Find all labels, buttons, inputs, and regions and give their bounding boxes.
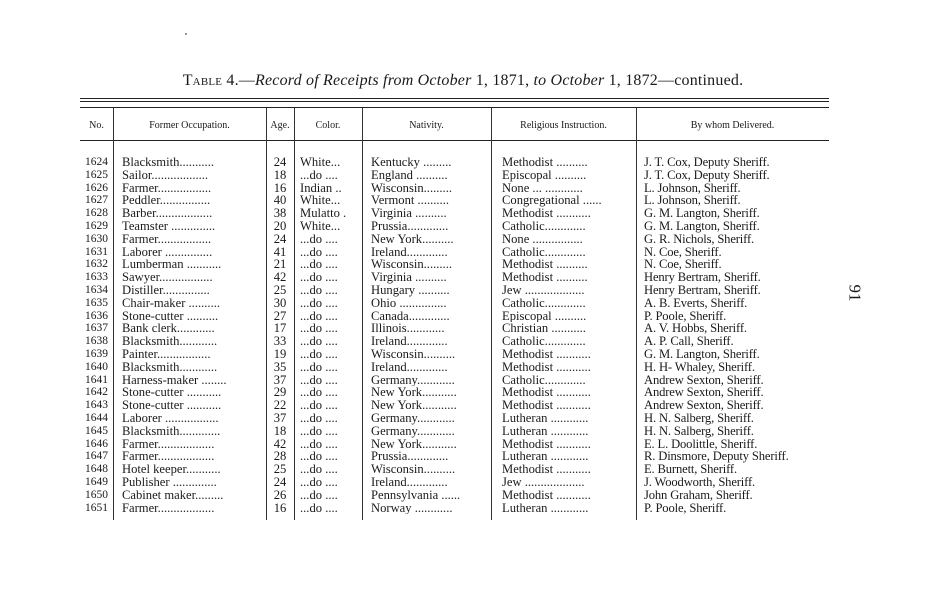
religion-cell: Methodist .......... xyxy=(502,271,588,284)
color-cell: ...do .... xyxy=(300,399,338,412)
occupation-cell: Sawyer................. xyxy=(122,271,213,284)
delivered-by-cell: R. Dinsmore, Deputy Sheriff. xyxy=(644,449,789,464)
age-cell: 18 xyxy=(273,167,287,182)
occupation-cell: Cabinet maker......... xyxy=(122,488,224,502)
record-number: 1651 xyxy=(85,501,108,514)
delivered-by-cell: Andrew Sexton, Sheriff. xyxy=(644,385,764,400)
table-row xyxy=(0,246,926,259)
religion-cell: Methodist ........... xyxy=(502,399,591,412)
age-cell: 42 xyxy=(273,270,287,285)
nativity-cell: Wisconsin......... xyxy=(371,258,452,272)
delivered-by-cell: H. N. Salberg, Sheriff. xyxy=(644,423,754,438)
occupation-cell: Blacksmith............ xyxy=(122,335,218,348)
age-cell: 30 xyxy=(273,295,287,310)
delivered-by-cell: Henry Bertram, Sheriff. xyxy=(644,282,761,297)
table-row xyxy=(0,450,926,463)
color-cell: ...do .... xyxy=(300,475,338,489)
nativity-cell: Kentucky ......... xyxy=(371,156,452,169)
record-number: 1647 xyxy=(85,450,108,463)
occupation-cell: Farmer.................. xyxy=(122,450,215,464)
color-cell: ...do .... xyxy=(300,424,338,438)
nativity-cell: Norway ............ xyxy=(371,501,453,515)
nativity-cell: Prussia............. xyxy=(371,219,449,233)
religion-cell: Congregational ...... xyxy=(502,194,602,208)
religion-cell: Lutheran ............ xyxy=(502,501,589,515)
delivered-by-cell: J. T. Cox, Deputy Sheriff. xyxy=(644,155,770,169)
nativity-cell: New York.......... xyxy=(371,232,454,246)
nativity-cell: Prussia............. xyxy=(371,450,449,464)
age-cell: 22 xyxy=(273,398,287,413)
occupation-cell: Sailor.................. xyxy=(122,168,209,182)
occupation-cell: Stone-cutter ........... xyxy=(122,399,222,412)
age-cell: 21 xyxy=(273,257,287,272)
religion-cell: Methodist ........... xyxy=(502,488,591,502)
age-cell: 26 xyxy=(273,487,287,502)
header-nativity: Nativity. xyxy=(409,120,444,131)
record-number: 1626 xyxy=(85,181,108,194)
religion-cell: None ................ xyxy=(502,232,583,246)
age-cell: 41 xyxy=(273,244,287,259)
record-number: 1637 xyxy=(85,322,108,335)
nativity-cell: Ireland............. xyxy=(371,335,448,348)
color-cell: Indian .. xyxy=(300,181,342,195)
title-date-1: 1, 1871, xyxy=(471,72,534,89)
age-cell: 17 xyxy=(273,321,287,336)
occupation-cell: Bank clerk............ xyxy=(122,322,215,336)
religion-cell: Lutheran ............ xyxy=(502,411,589,425)
table-row xyxy=(0,297,926,310)
religion-cell: Methodist .......... xyxy=(502,258,588,272)
occupation-cell: Painter................. xyxy=(122,347,211,361)
color-cell: ...do .... xyxy=(300,373,338,387)
delivered-by-cell: E. Burnett, Sheriff. xyxy=(644,462,737,477)
table-row xyxy=(0,169,926,182)
age-cell: 29 xyxy=(273,385,287,400)
religion-cell: Methodist ........... xyxy=(502,463,591,476)
religion-cell: Catholic............. xyxy=(502,335,586,348)
header-delivered-by: By whom Delivered. xyxy=(690,120,775,131)
delivered-by-cell: Andrew Sexton, Sheriff. xyxy=(644,398,764,413)
age-cell: 25 xyxy=(273,282,287,297)
age-cell: 40 xyxy=(273,193,287,208)
delivered-by-cell: H. N. Salberg, Sheriff. xyxy=(644,410,754,425)
table-row xyxy=(0,156,926,169)
color-cell: ...do .... xyxy=(300,283,338,297)
table-title xyxy=(0,72,926,90)
delivered-by-cell: G. M. Langton, Sheriff. xyxy=(644,346,760,361)
color-cell: ...do .... xyxy=(300,232,338,246)
nativity-cell: New York........... xyxy=(371,399,457,412)
occupation-cell: Distiller............... xyxy=(122,283,210,297)
table-row xyxy=(0,284,926,297)
record-number: 1633 xyxy=(85,271,108,284)
record-number: 1644 xyxy=(85,411,108,424)
occupation-cell: Chair-maker .......... xyxy=(122,296,221,310)
color-cell: ...do .... xyxy=(300,386,338,400)
color-cell: ...do .... xyxy=(300,168,338,182)
color-cell: ...do .... xyxy=(300,463,338,476)
religion-cell: Lutheran ............ xyxy=(502,450,589,464)
delivered-by-cell: G. M. Langton, Sheriff. xyxy=(644,218,760,233)
table-number: Table 4.— xyxy=(182,72,255,89)
occupation-cell: Publisher .............. xyxy=(122,475,217,489)
record-number: 1636 xyxy=(85,309,108,322)
nativity-cell: Virginia .......... xyxy=(371,271,447,284)
delivered-by-cell: J. T. Cox, Deputy Sheriff. xyxy=(644,167,770,182)
age-cell: 20 xyxy=(273,218,287,233)
age-cell: 42 xyxy=(273,436,287,451)
table-row xyxy=(0,386,926,399)
occupation-cell: Blacksmith............ xyxy=(122,360,218,374)
table-row xyxy=(0,322,926,335)
delivered-by-cell: H. H- Whaley, Sheriff. xyxy=(644,359,755,374)
nativity-cell: Vermont .......... xyxy=(371,194,450,208)
nativity-cell: New York........... xyxy=(371,437,457,451)
top-rule-2 xyxy=(80,101,829,102)
title-italic-part-2: to October xyxy=(533,72,605,89)
religion-cell: None ... ............ xyxy=(502,181,583,195)
nativity-cell: Virginia .......... xyxy=(371,207,447,220)
nativity-cell: Pennsylvania ...... xyxy=(371,488,461,502)
occupation-cell: Peddler................ xyxy=(122,194,211,208)
occupation-cell: Blacksmith........... xyxy=(122,156,214,169)
title-date-2: 1, 1872—continued. xyxy=(604,72,744,89)
delivered-by-cell: A. B. Everts, Sheriff. xyxy=(644,295,748,310)
age-cell: 24 xyxy=(273,231,287,246)
age-cell: 35 xyxy=(273,359,287,374)
color-cell: ...do .... xyxy=(300,296,338,310)
table-row xyxy=(0,399,926,412)
header-religion: Religious Instruction. xyxy=(520,120,607,131)
record-number: 1631 xyxy=(85,245,108,258)
table-row xyxy=(0,194,926,207)
header-bottom-rule xyxy=(80,140,829,141)
table-row xyxy=(0,425,926,438)
age-cell: 18 xyxy=(273,423,287,438)
age-cell: 19 xyxy=(273,346,287,361)
age-cell: 28 xyxy=(273,449,287,464)
color-cell: ...do .... xyxy=(300,411,338,425)
color-cell: ...do .... xyxy=(300,360,338,374)
nativity-cell: Canada............. xyxy=(371,309,450,323)
record-number: 1649 xyxy=(85,475,108,488)
color-cell: ...do .... xyxy=(300,258,338,272)
record-number: 1642 xyxy=(85,386,108,399)
occupation-cell: Farmer................. xyxy=(122,181,212,195)
religion-cell: Christian ........... xyxy=(502,322,586,336)
age-cell: 37 xyxy=(273,372,287,387)
color-cell: ...do .... xyxy=(300,335,338,348)
religion-cell: Catholic............. xyxy=(502,245,586,259)
nativity-cell: Ireland............. xyxy=(371,360,448,374)
color-cell: ...do .... xyxy=(300,501,338,515)
religion-cell: Methodist ........... xyxy=(502,347,591,361)
age-cell: 24 xyxy=(273,155,287,169)
nativity-cell: Wisconsin.......... xyxy=(371,463,456,476)
header-top-rule xyxy=(80,107,829,108)
delivered-by-cell: L. Johnson, Sheriff. xyxy=(644,193,741,208)
record-number: 1645 xyxy=(85,424,108,437)
header-occupation: Former Occupation. xyxy=(149,120,230,131)
religion-cell: Methodist ........... xyxy=(502,360,591,374)
delivered-by-cell: John Graham, Sheriff. xyxy=(644,487,753,502)
table-row xyxy=(0,335,926,348)
table-body xyxy=(0,156,926,514)
record-number: 1643 xyxy=(85,399,108,412)
age-cell: 33 xyxy=(273,334,287,349)
table-row xyxy=(0,271,926,284)
age-cell: 16 xyxy=(273,180,287,195)
color-cell: ...do .... xyxy=(300,245,338,259)
page-number: 91 xyxy=(845,284,865,302)
nativity-cell: New York........... xyxy=(371,386,457,400)
nativity-cell: Hungary .......... xyxy=(371,283,450,297)
color-cell: White... xyxy=(300,219,341,233)
table-row xyxy=(0,233,926,246)
delivered-by-cell: P. Poole, Sheriff. xyxy=(644,308,727,323)
table-row xyxy=(0,502,926,515)
record-number: 1630 xyxy=(85,232,108,245)
record-number: 1641 xyxy=(85,373,108,386)
header-color: Color. xyxy=(315,120,341,131)
top-rule-1 xyxy=(80,98,829,99)
religion-cell: Jew ................... xyxy=(502,475,585,489)
religion-cell: Methodist ........... xyxy=(502,207,591,220)
occupation-cell: Teamster .............. xyxy=(122,219,216,233)
ink-speck xyxy=(185,33,187,35)
delivered-by-cell: N. Coe, Sheriff. xyxy=(644,257,722,272)
color-cell: ...do .... xyxy=(300,488,338,502)
religion-cell: Catholic............. xyxy=(502,296,586,310)
nativity-cell: Illinois............ xyxy=(371,322,445,336)
table-row xyxy=(0,182,926,195)
delivered-by-cell: A. P. Call, Sheriff. xyxy=(644,334,734,349)
record-number: 1648 xyxy=(85,463,108,476)
record-number: 1629 xyxy=(85,219,108,232)
occupation-cell: Farmer.................. xyxy=(122,437,215,451)
religion-cell: Methodist ........... xyxy=(502,386,591,400)
table-row xyxy=(0,207,926,220)
religion-cell: Episcopal .......... xyxy=(502,168,587,182)
header-age: Age. xyxy=(270,120,290,131)
title-italic-part-1: Record of Receipts from October xyxy=(255,72,472,89)
table-row xyxy=(0,412,926,425)
record-number: 1624 xyxy=(85,156,108,168)
color-cell: White... xyxy=(300,194,341,208)
color-cell: ...do .... xyxy=(300,271,338,284)
delivered-by-cell: N. Coe, Sheriff. xyxy=(644,244,722,259)
record-number: 1627 xyxy=(85,194,108,207)
record-number: 1632 xyxy=(85,258,108,271)
occupation-cell: Farmer................. xyxy=(122,232,212,246)
occupation-cell: Harness-maker ........ xyxy=(122,373,227,387)
record-number: 1646 xyxy=(85,437,108,450)
occupation-cell: Stone-cutter .......... xyxy=(122,309,219,323)
record-number: 1635 xyxy=(85,296,108,309)
religion-cell: Episcopal .......... xyxy=(502,309,587,323)
nativity-cell: Wisconsin......... xyxy=(371,181,452,195)
table-row xyxy=(0,220,926,233)
delivered-by-cell: G. M. Langton, Sheriff. xyxy=(644,206,760,221)
color-cell: ...do .... xyxy=(300,437,338,451)
nativity-cell: Ireland............. xyxy=(371,475,448,489)
record-number: 1650 xyxy=(85,488,108,501)
occupation-cell: Blacksmith............. xyxy=(122,424,221,438)
occupation-cell: Barber.................. xyxy=(122,207,213,220)
record-number: 1628 xyxy=(85,207,108,220)
table-row xyxy=(0,310,926,323)
religion-cell: Catholic............. xyxy=(502,373,586,387)
religion-cell: Catholic............. xyxy=(502,219,586,233)
age-cell: 24 xyxy=(273,474,287,489)
delivered-by-cell: L. Johnson, Sheriff. xyxy=(644,180,741,195)
record-number: 1634 xyxy=(85,283,108,296)
color-cell: ...do .... xyxy=(300,309,338,323)
record-number: 1639 xyxy=(85,347,108,360)
table-row xyxy=(0,258,926,271)
delivered-by-cell: A. V. Hobbs, Sheriff. xyxy=(644,321,747,336)
record-number: 1638 xyxy=(85,335,108,348)
table-row xyxy=(0,374,926,387)
color-cell: ...do .... xyxy=(300,322,338,336)
nativity-cell: Germany............ xyxy=(371,424,455,438)
religion-cell: Methodist ........... xyxy=(502,437,591,451)
color-cell: ...do .... xyxy=(300,347,338,361)
table-row xyxy=(0,348,926,361)
age-cell: 37 xyxy=(273,410,287,425)
age-cell: 27 xyxy=(273,308,287,323)
religion-cell: Lutheran ............ xyxy=(502,424,589,438)
color-cell: ...do .... xyxy=(300,450,338,464)
table-row xyxy=(0,476,926,489)
occupation-cell: Lumberman ........... xyxy=(122,258,222,272)
header-no: No. xyxy=(89,120,104,131)
age-cell: 16 xyxy=(273,500,287,515)
religion-cell: Jew ................... xyxy=(502,283,585,297)
occupation-cell: Stone-cutter ........... xyxy=(122,386,222,400)
occupation-cell: Farmer.................. xyxy=(122,501,215,515)
nativity-cell: Ohio ............... xyxy=(371,296,447,310)
nativity-cell: Germany............ xyxy=(371,373,455,387)
record-number: 1640 xyxy=(85,360,108,373)
color-cell: Mulatto . xyxy=(300,207,347,220)
table-row xyxy=(0,361,926,374)
nativity-cell: Ireland............. xyxy=(371,245,448,259)
nativity-cell: Germany............ xyxy=(371,411,455,425)
age-cell: 25 xyxy=(273,462,287,477)
delivered-by-cell: P. Poole, Sheriff. xyxy=(644,500,727,515)
occupation-cell: Laborer ................. xyxy=(122,411,219,425)
record-number: 1625 xyxy=(85,168,108,181)
occupation-cell: Laborer ............... xyxy=(122,245,213,259)
occupation-cell: Hotel keeper........... xyxy=(122,463,221,476)
nativity-cell: Wisconsin.......... xyxy=(371,347,456,361)
color-cell: White... xyxy=(300,156,341,169)
delivered-by-cell: E. L. Doolittle, Sheriff. xyxy=(644,436,758,451)
nativity-cell: England .......... xyxy=(371,168,448,182)
delivered-by-cell: G. R. Nichols, Sheriff. xyxy=(644,231,755,246)
table-row xyxy=(0,489,926,502)
delivered-by-cell: Andrew Sexton, Sheriff. xyxy=(644,372,764,387)
table-row xyxy=(0,463,926,476)
religion-cell: Methodist .......... xyxy=(502,156,588,169)
age-cell: 38 xyxy=(273,206,287,221)
delivered-by-cell: Henry Bertram, Sheriff. xyxy=(644,270,761,285)
delivered-by-cell: J. Woodworth, Sheriff. xyxy=(644,474,756,489)
